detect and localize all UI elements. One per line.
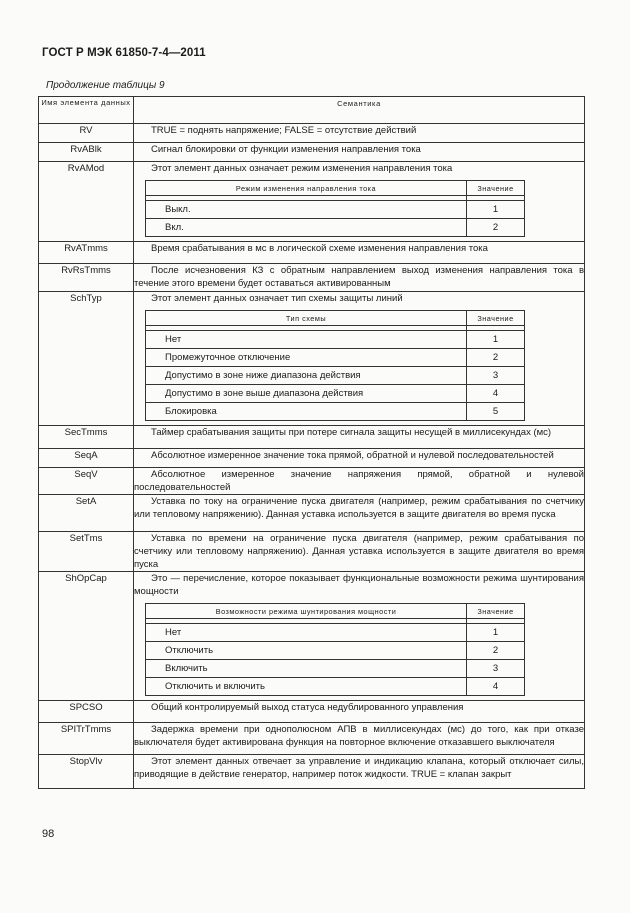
inner-row xyxy=(146,331,525,349)
inner-row xyxy=(146,660,525,678)
inner-row-value: 1 xyxy=(467,201,525,219)
table-row xyxy=(39,162,585,242)
inner-row-label: Допустимо в зоне ниже диапазона действия xyxy=(146,367,467,385)
data-element-name: RvATmms xyxy=(39,242,134,264)
data-element-semantics xyxy=(134,264,585,292)
inner-header-value: Значение xyxy=(467,181,525,196)
semantics-text: Уставка по току на ограничение пуска двигателя (например, режим срабатывания по счетчику или тепловому напряжению). Данная уставка используется в защите двигателя во время пуска xyxy=(134,496,584,520)
data-element-name: SetTms xyxy=(39,532,134,572)
data-element-semantics xyxy=(134,532,585,572)
data-element-semantics xyxy=(134,572,585,701)
inner-row xyxy=(146,403,525,421)
semantics-text: Таймер срабатывания защиты при потере сигнала защиты несущей в миллисекундах (мс) xyxy=(151,427,552,438)
data-element-name: SeqA xyxy=(39,449,134,468)
data-element-name: SPCSO xyxy=(39,701,134,723)
data-element-name: RvRsTmms xyxy=(39,264,134,292)
table-row xyxy=(39,701,585,723)
data-element-name: RV xyxy=(39,124,134,143)
column-header-name: Имя элемента данных xyxy=(39,97,134,124)
data-element-semantics xyxy=(134,755,585,789)
value-enumeration-table xyxy=(145,180,525,237)
semantics-text: Время срабатывания в мс в логической схеме изменения направления тока xyxy=(151,243,488,254)
data-element-name: StopVlv xyxy=(39,755,134,789)
table-row xyxy=(39,755,585,789)
inner-row xyxy=(146,349,525,367)
table-row xyxy=(39,124,585,143)
inner-row xyxy=(146,367,525,385)
data-element-name: SeqV xyxy=(39,468,134,495)
semantics-text: Сигнал блокировки от функции изменения направления тока xyxy=(151,144,421,155)
inner-row-label: Блокировка xyxy=(146,403,467,421)
page-number: 98 xyxy=(42,828,55,840)
document-header: ГОСТ Р МЭК 61850-7-4—2011 xyxy=(42,47,206,59)
data-element-semantics xyxy=(134,449,585,468)
inner-row-value: 5 xyxy=(467,403,525,421)
data-element-semantics xyxy=(134,292,585,426)
inner-row-label: Включить xyxy=(146,660,467,678)
data-element-semantics xyxy=(134,143,585,162)
table-continuation-caption: Продолжение таблицы 9 xyxy=(46,80,165,91)
semantics-text: Задержка времени при однополюсном АПВ в миллисекундах (мс) до того, как при отказе выключателя будет активирована функция на повторное включение отказавшего выключателя xyxy=(134,724,584,748)
inner-header-value: Значение xyxy=(467,604,525,619)
inner-row xyxy=(146,219,525,237)
semantics-text: Общий контролируемый выход статуса недублированного управления xyxy=(151,702,464,713)
inner-header-label: Возможности режима шунтирования мощности xyxy=(146,604,467,619)
inner-row-label: Вкл. xyxy=(146,219,467,237)
inner-header-row xyxy=(146,604,525,619)
table-row xyxy=(39,495,585,532)
table-row xyxy=(39,426,585,449)
inner-row-value: 1 xyxy=(467,331,525,349)
value-enumeration-table xyxy=(145,310,525,421)
inner-row-value: 4 xyxy=(467,678,525,696)
data-element-name: SchTyp xyxy=(39,292,134,426)
data-element-name: RvAMod xyxy=(39,162,134,242)
inner-header-label: Режим изменения направления тока xyxy=(146,181,467,196)
inner-row-value: 2 xyxy=(467,219,525,237)
data-element-semantics xyxy=(134,723,585,755)
inner-row-label: Нет xyxy=(146,331,467,349)
inner-row-label: Выкл. xyxy=(146,201,467,219)
data-element-name: RvABlk xyxy=(39,143,134,162)
data-element-name: SPITrTmms xyxy=(39,723,134,755)
inner-row xyxy=(146,624,525,642)
table-row xyxy=(39,292,585,426)
semantics-text: Абсолютное измеренное значение напряжения прямой, обратной и нулевой последовательностей xyxy=(134,469,584,493)
data-element-semantics xyxy=(134,242,585,264)
table-row xyxy=(39,468,585,495)
data-element-name: ShOpCap xyxy=(39,572,134,701)
column-header-semantics: Семантика xyxy=(134,97,585,124)
inner-row-value: 3 xyxy=(467,367,525,385)
data-elements-table xyxy=(38,96,585,789)
inner-header-row xyxy=(146,181,525,196)
semantics-text: Уставка по времени на ограничение пуска двигателя (например, режим срабатывания по счетчику или тепловому напряжению). Данная уставка используется в защите двигателя во время пуска xyxy=(134,533,584,570)
inner-header-value: Значение xyxy=(467,311,525,326)
data-element-name: SecTmms xyxy=(39,426,134,449)
inner-row-label: Отключить и включить xyxy=(146,678,467,696)
data-element-semantics xyxy=(134,124,585,143)
inner-header-label: Тип схемы xyxy=(146,311,467,326)
inner-row-value: 2 xyxy=(467,642,525,660)
table-row xyxy=(39,449,585,468)
semantics-text: Этот элемент данных означает режим изменения направления тока xyxy=(151,163,453,174)
semantics-text: TRUE = поднять напряжение; FALSE = отсутствие действий xyxy=(151,125,417,136)
semantics-text: После исчезновения КЗ с обратным направлением выход изменения направления тока в течение этого времени будет оставаться активированным xyxy=(134,265,584,289)
inner-header-row xyxy=(146,311,525,326)
inner-row-label: Отключить xyxy=(146,642,467,660)
inner-row-value: 1 xyxy=(467,624,525,642)
inner-row-label: Нет xyxy=(146,624,467,642)
table-row xyxy=(39,143,585,162)
data-element-semantics xyxy=(134,426,585,449)
semantics-text: Этот элемент данных означает тип схемы защиты линий xyxy=(151,293,403,304)
inner-row-value: 2 xyxy=(467,349,525,367)
inner-row xyxy=(146,385,525,403)
semantics-text: Абсолютное измеренное значение тока прямой, обратной и нулевой последовательностей xyxy=(151,450,554,461)
data-element-name: SetA xyxy=(39,495,134,532)
inner-row-label: Промежуточное отключение xyxy=(146,349,467,367)
table-row xyxy=(39,572,585,701)
semantics-text: Этот элемент данных отвечает за управление и индикацию клапана, который отключает силы, приводящие в действие генератор, например поток жидкости. TRUE = клапан закрыт xyxy=(134,756,584,780)
data-element-semantics xyxy=(134,468,585,495)
inner-row xyxy=(146,642,525,660)
data-element-semantics xyxy=(134,162,585,242)
data-element-semantics xyxy=(134,701,585,723)
inner-row xyxy=(146,678,525,696)
table-row xyxy=(39,242,585,264)
inner-row xyxy=(146,201,525,219)
semantics-text: Это — перечисление, которое показывает функциональные возможности режима шунтирования мощности xyxy=(134,573,584,597)
data-element-semantics xyxy=(134,495,585,532)
inner-row-value: 4 xyxy=(467,385,525,403)
inner-row-label: Допустимо в зоне выше диапазона действия xyxy=(146,385,467,403)
table-header-row xyxy=(39,97,585,124)
value-enumeration-table xyxy=(145,603,525,696)
table-row xyxy=(39,532,585,572)
table-row xyxy=(39,264,585,292)
inner-row-value: 3 xyxy=(467,660,525,678)
table-row xyxy=(39,723,585,755)
